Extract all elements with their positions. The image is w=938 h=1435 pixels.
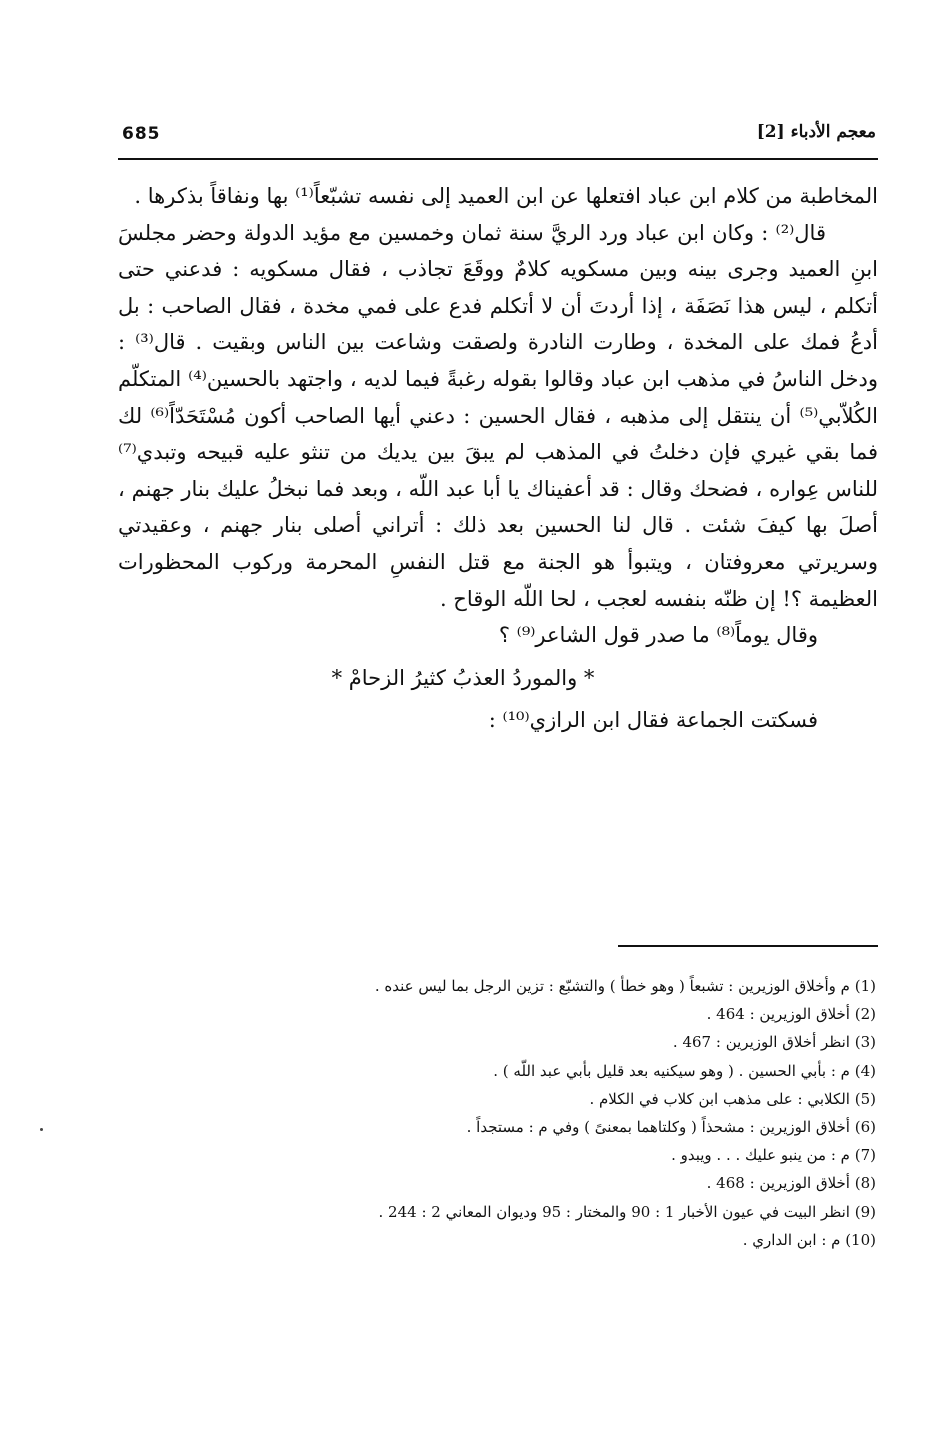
footnotes — [118, 972, 878, 1254]
footnote-4: (4) م : بأبي الحسين . ( وهو سيكنيه بعد قليل بأبي عبد اللّه ) . — [493, 1061, 876, 1080]
footnote-2: (2) أخلاق الوزيرين : 464 . — [706, 1005, 876, 1024]
footnote-separator — [618, 945, 878, 947]
verse-line: * والموردُ العذبُ كثيرُ الزحامْ * — [331, 665, 595, 690]
paragraph-4: فسكتت الجماعة فقال ابن الرازي⁽¹⁰⁾ : — [488, 708, 818, 733]
paragraph-3: وقال يوماً⁽⁸⁾ ما صدر قول الشاعر⁽⁹⁾ ؟ — [498, 623, 818, 648]
footnote-10: (10) م : ابن الداري . — [742, 1230, 876, 1249]
footnote-6: (6) أخلاق الوزيرين : مشحذاً ( وكلتاهما بمعنىً ) وفي م : مستجداً . — [466, 1118, 876, 1137]
footnote-5: (5) الكلابي : على مذهب ابن كلاب في الكلام . — [589, 1089, 876, 1108]
footnote-8: (8) أخلاق الوزيرين : 468 . — [706, 1174, 876, 1193]
scan-speck — [40, 1128, 43, 1131]
page-number: 685 — [122, 124, 161, 144]
footnote-3: (3) انظر أخلاق الوزيرين : 467 . — [672, 1033, 876, 1052]
paragraph-1: المخاطبة من كلام ابن عباد افتعلها عن ابن العميد إلى نفسه تشبّعاً⁽¹⁾ بها ونفاقاً بذكرها . — [134, 184, 878, 208]
running-title: معجم الأدباء [2] — [756, 122, 876, 142]
paragraph-2: قال⁽²⁾ : وكان ابن عباد ورد الريَّ سنة ثمان وخمسين مع مؤيد الدولة وحضر مجلسَ ابنِ العميد وجرى بينه وبين مسكويه كلامٌ ووقَعَ تجاذب ، فقال مسكويه : فدعني حتى أتكلم ، ليس هذا نَصَفَة ، إذا أردتَ أن لا أتكلم فدع على فمي مخدة ، فقال الصاحب : بل أدعُ فمك على المخدة ، وطارت النادرة ولصقت وشاعت بين الناس وبقيت . قال⁽³⁾ : ودخل الناسُ في مذهب ابن عباد وقالوا بقوله رغبةً فيما لديه ، واجتهد بالحسين⁽⁴⁾ المتكلّم الكُلاّبي⁽⁵⁾ أن ينتقل إلى مذهبه ، فقال الحسين : دعني أيها الصاحب أكون مُسْتَحَدّاً⁽⁶⁾ لك فما بقي غيري فإن دخلتُ في المذهب لم يبقَ بين يديك من تنثو عليه قبيحه وتبدي⁽⁷⁾ للناس عِواره ، فضحك وقال : قد أعفيناك يا أبا عبد اللّه ، وبعد فما نبخلُ عليك بنار جهنم ، أصلَ بها كيفَ شئت . قال لنا الحسين بعد ذلك : أتراني أصلى بنار جهنم ، وعقيدتي وسريرتي معروفتان ، ويتبوأ هو الجنة مع قتل النفسِ المحرمة وركوب المحظورات العظيمة ؟! إن ظنّه بنفسه لعجب ، لحا اللّه الوقاح . — [118, 220, 878, 611]
page-header — [118, 118, 878, 160]
footnote-7: (7) م : من ينبو عليك . . . ويبدو . — [671, 1146, 876, 1165]
footnote-1: (1) م وأخلاق الوزيرين : تشبعاً ( وهو خطأ ) والتشبّع : تزين الرجل بما ليس عنده . — [374, 977, 876, 995]
main-text — [118, 178, 878, 739]
footnote-9: (9) انظر البيت في عيون الأخبار 1 : 90 والمختار : 95 وديوان المعاني 2 : 244 . — [378, 1202, 876, 1221]
